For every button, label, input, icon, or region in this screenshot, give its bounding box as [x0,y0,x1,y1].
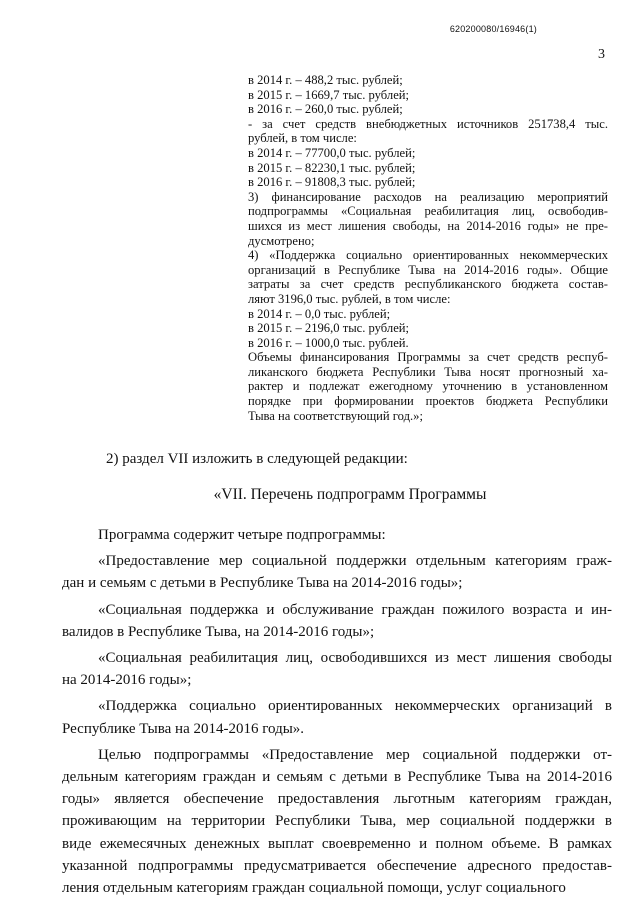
body-paragraph [62,695,612,739]
body-paragraph [62,647,612,691]
financing-insert-block [248,73,608,423]
body-paragraph [62,599,612,643]
body-line: Республике Тыва на 2014-2016 годы». [62,720,305,737]
insert-line: в 2015 г. – 82230,1 тыс. рублей; [248,160,416,175]
body-line: «Социальная поддержка и обслуживание граждан пожилого возраста и ин- [98,601,612,618]
insert-line: в 2016 г. – 91808,3 тыс. рублей; [248,175,416,190]
body-paragraph [62,744,612,899]
body-line: Программа содержит четыре подпрограммы: [98,527,386,543]
page-number: 3 [598,47,605,62]
body-line: проживающим на территории Республики Тыва, мер социальной поддержки в [62,813,612,830]
insert-line: рактер и подлежат ежегодному уточнению в установленном [248,379,608,394]
body-line: «Предоставление мер социальной поддержки отдельным категориям граж- [98,553,612,570]
insert-line: рублей, в том числе: [248,131,357,146]
insert-line: в 2014 г. – 0,0 тыс. рублей; [248,306,391,321]
body-text [62,524,612,899]
body-line: «Поддержка социально ориентированных некоммерческих организаций в [98,698,612,715]
insert-line: - за счет средств внебюджетных источников 251738,4 тыс. [248,116,608,131]
insert-line: дусмотрено; [248,233,315,248]
body-paragraph [62,524,612,546]
body-paragraph [62,550,612,594]
insert-line: в 2015 г. – 1669,7 тыс. рублей; [248,87,410,102]
insert-line: в 2016 г. – 1000,0 тыс. рублей. [248,335,409,350]
body-line: годы» является обеспечение предоставления льготным категориям граждан, [62,791,612,808]
insert-line: ликанского бюджета Республики Тыва носят прогнозный ха- [248,364,608,379]
insert-line: подпрограммы «Социальная реабилитация лиц, освободив- [248,204,608,219]
insert-line: в 2016 г. – 260,0 тыс. рублей; [248,102,403,117]
body-line: «Социальная реабилитация лиц, освободившихся из мест лишения свободы [98,650,612,667]
chapter-title: «VII. Перечень подпрограмм Программы [213,486,487,503]
insert-line: в 2014 г. – 77700,0 тыс. рублей; [248,145,416,160]
body-line: виде ежемесячных денежных выплат своевременно и полном объеме. В рамках [62,835,612,852]
insert-line: 3) финансирование расходов на реализацию мероприятий [248,189,608,204]
insert-line: Объемы финансирования Программы за счет средств респуб- [248,350,608,365]
body-line: валидов в Республике Тыва, на 2014-2016 годы»; [62,623,375,640]
insert-line: ляют 3196,0 тыс. рублей, в том числе: [248,291,451,306]
insert-line: Тыва на соответствующий год.»; [248,408,423,423]
insert-line: организаций в Республике Тыва на 2014-2016 годы». Общие [248,262,608,277]
insert-line: в 2014 г. – 488,2 тыс. рублей; [248,73,403,87]
insert-line: порядке при формировании проектов бюджета Республики [248,394,608,409]
body-line: дан и семьям с детьми в Республике Тыва на 2014-2016 годы»; [62,575,463,592]
body-line: дельным категориям граждан и семьям с детьми в Республике Тыва на 2014-2016 [62,769,612,786]
body-line: указанной подпрограммы предусматривается обеспечение адресного предостав- [62,857,612,874]
insert-line: в 2015 г. – 2196,0 тыс. рублей; [248,321,410,336]
insert-line: 4) «Поддержка социально ориентированных некоммерческих [248,248,608,263]
body-line: ления отдельным категориям граждан социальной помощи, услуг социального [62,880,566,897]
body-line: Целью подпрограммы «Предоставление мер социальной поддержки от- [98,746,612,763]
section-instruction: 2) раздел VII изложить в следующей редакции: [106,451,408,467]
document-code: 620200080/16946(1) [449,24,537,34]
insert-line: шихся из мест лишения свободы, на 2014-2016 годы» не пре- [248,218,608,233]
body-line: на 2014-2016 годы»; [62,672,192,689]
insert-line: затраты за счет средств республиканского бюджета состав- [248,277,608,292]
